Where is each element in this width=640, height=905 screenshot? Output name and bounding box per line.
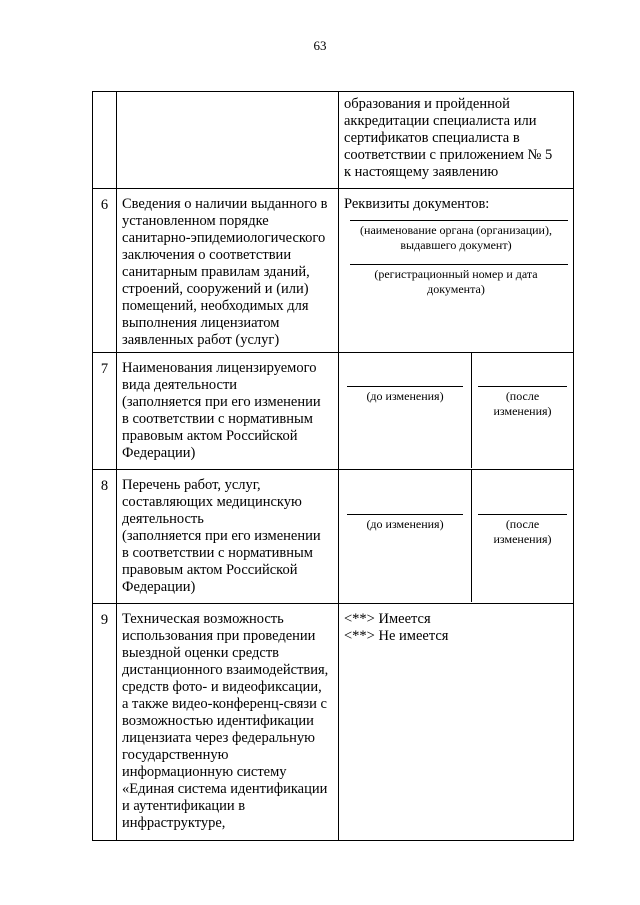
table-row — [93, 470, 574, 604]
desc-line: инфраструктуре, — [122, 815, 226, 831]
fill-line — [478, 514, 567, 515]
caption-issuing-authority — [344, 223, 568, 253]
table-row — [93, 92, 574, 189]
desc-line: а также видео-конференц-связи с — [122, 696, 327, 712]
desc-line: Федерации) — [122, 445, 196, 461]
before-change-caption: (до изменения) — [366, 389, 444, 403]
caption-line: выдавшего документ) — [400, 238, 512, 252]
row-number-cell: 8 — [93, 470, 117, 604]
row-number-cell: 6 — [93, 189, 117, 353]
caption-line: документа) — [427, 282, 485, 296]
row-description-cell — [117, 604, 339, 841]
desc-line: и аутентификации в — [122, 798, 246, 814]
desc-line: помещений, необходимых для — [122, 298, 309, 314]
before-change-caption: (до изменения) — [366, 517, 444, 531]
caption-line: изменения) — [493, 404, 552, 418]
desc-line: Федерации) — [122, 579, 196, 595]
after-change-caption — [478, 517, 567, 547]
value-text: образования и пройденной — [344, 96, 510, 112]
desc-line: правовым актом Российской — [122, 562, 298, 578]
row-value-cell — [339, 604, 574, 841]
after-change-cell — [471, 353, 573, 468]
row-description-cell — [117, 92, 339, 189]
row-value-cell — [339, 189, 574, 353]
value-text: к настоящему заявлению — [344, 164, 499, 180]
caption-line: (после — [505, 389, 540, 403]
table-row — [93, 353, 574, 470]
value-text: соответствии с приложением № 5 — [344, 147, 553, 163]
desc-line: составляющих медицинскую — [122, 494, 302, 510]
caption-line: изменения) — [493, 532, 552, 546]
after-change-caption — [478, 389, 567, 419]
row-number-cell: 9 — [93, 604, 117, 841]
desc-line: заключения о соответствии — [122, 247, 292, 263]
caption-line: (после — [505, 517, 540, 531]
fill-line — [350, 220, 568, 221]
desc-line: установленном порядке — [122, 213, 269, 229]
value-heading: Реквизиты документов: — [344, 196, 490, 212]
fill-line — [347, 386, 463, 387]
row-description-cell — [117, 189, 339, 353]
desc-line: деятельность — [122, 511, 204, 527]
row-description-cell — [117, 353, 339, 470]
desc-line: в соответствии с нормативным — [122, 545, 313, 561]
desc-line: (заполняется при его изменении — [122, 394, 321, 410]
desc-line: использования при проведении — [122, 628, 316, 644]
desc-line: Наименования лицензируемого — [122, 360, 317, 376]
table-row — [93, 604, 574, 841]
desc-line: возможностью идентификации — [122, 713, 314, 729]
desc-line: средств фото- и видеофиксации, — [122, 679, 322, 695]
page-number: 63 — [313, 38, 327, 53]
row-value-cell — [339, 470, 574, 604]
fill-line — [347, 514, 463, 515]
caption-line: (наименование органа (организации), — [360, 223, 552, 237]
desc-line: «Единая система идентификации — [122, 781, 328, 797]
row-number-cell — [93, 92, 117, 189]
desc-line: выездной оценки средств — [122, 645, 280, 661]
row-description-cell — [117, 470, 339, 604]
value-text: аккредитации специалиста или — [344, 113, 537, 129]
desc-line: Перечень работ, услуг, — [122, 477, 261, 493]
desc-line: правовым актом Российской — [122, 428, 298, 444]
row-value-cell — [339, 353, 574, 470]
table-row — [93, 189, 574, 353]
desc-line: Техническая возможность — [122, 611, 284, 627]
desc-line: санитарно-эпидемиологического — [122, 230, 326, 246]
desc-line: дистанционного взаимодействия, — [122, 662, 329, 678]
value-text: сертификатов специалиста в — [344, 130, 520, 146]
desc-line: заявленных работ (услуг) — [122, 332, 280, 348]
desc-line: в соответствии с нормативным — [122, 411, 313, 427]
before-change-cell — [339, 353, 471, 468]
row-value-cell — [339, 92, 574, 189]
fill-line — [350, 264, 568, 265]
desc-line: санитарным правилам зданий, — [122, 264, 310, 280]
desc-line: строений, сооружений и (или) — [122, 281, 309, 297]
desc-line: вида деятельности — [122, 377, 238, 393]
desc-line: Сведения о наличии выданного в — [122, 196, 328, 212]
caption-registration-number — [344, 267, 568, 297]
after-change-cell — [471, 470, 573, 602]
row-number-cell: 7 — [93, 353, 117, 470]
before-change-cell — [339, 470, 471, 602]
desc-line: (заполняется при его изменении — [122, 528, 321, 544]
option-not-available[interactable]: <**> Не имеется — [344, 628, 449, 644]
caption-line: (регистрационный номер и дата — [374, 267, 538, 281]
option-available[interactable]: <**> Имеется — [344, 611, 431, 627]
desc-line: лицензиата через федеральную — [122, 730, 315, 746]
desc-line: информационную систему — [122, 764, 287, 780]
desc-line: государственную — [122, 747, 229, 763]
desc-line: выполнения лицензиатом — [122, 315, 280, 331]
application-table — [92, 91, 574, 841]
fill-line — [478, 386, 567, 387]
